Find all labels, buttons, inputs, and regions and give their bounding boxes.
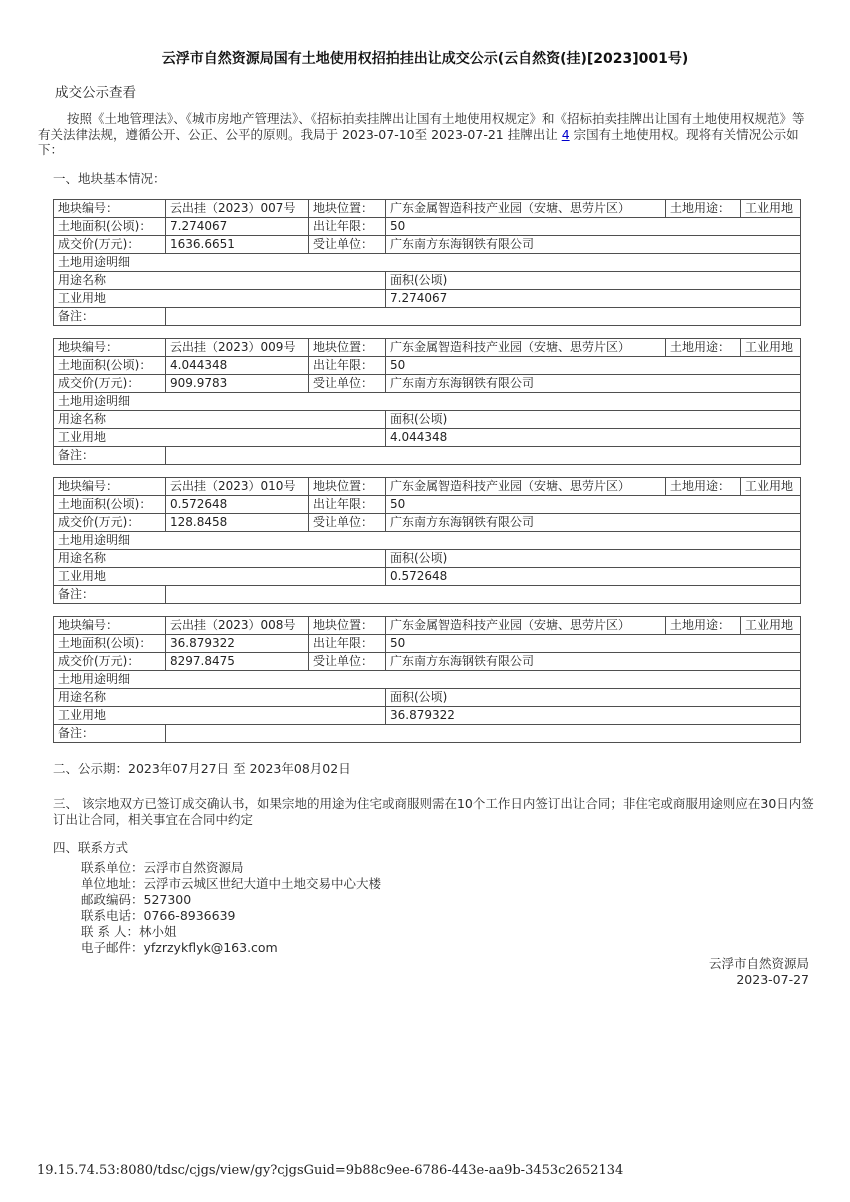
parcel-table-2 bbox=[53, 338, 801, 465]
term-value: 50 bbox=[386, 634, 801, 652]
section2-publicity-period: 二、公示期：2023年07月27日 至 2023年08月02日 bbox=[53, 760, 351, 776]
parcel-no-value: 云出挂（2023）010号 bbox=[166, 477, 309, 495]
contact-unit: 联系单位：云浮市自然资源局 bbox=[81, 859, 244, 875]
deal-price-value: 1636.6651 bbox=[166, 235, 309, 253]
use-area-header: 面积(公顷) bbox=[386, 410, 801, 428]
land-use-value: 工业用地 bbox=[741, 477, 801, 495]
use-name-value: 工业用地 bbox=[54, 428, 386, 446]
use-area-header: 面积(公顷) bbox=[386, 688, 801, 706]
location-label: 地块位置： bbox=[309, 338, 386, 356]
term-value: 50 bbox=[386, 356, 801, 374]
use-detail-header: 土地用途明细 bbox=[54, 253, 801, 271]
section1-heading: 一、地块基本情况： bbox=[53, 170, 166, 186]
land-area-value: 0.572648 bbox=[166, 495, 309, 513]
parcel-no-value: 云出挂（2023）007号 bbox=[166, 199, 309, 217]
term-value: 50 bbox=[386, 495, 801, 513]
deal-price-label: 成交价(万元)： bbox=[54, 374, 166, 392]
remark-label: 备注： bbox=[54, 307, 166, 325]
remark-label: 备注： bbox=[54, 446, 166, 464]
transferee-value: 广东南方东海钢铁有限公司 bbox=[386, 513, 801, 531]
land-use-value: 工业用地 bbox=[741, 338, 801, 356]
deal-price-value: 8297.8475 bbox=[166, 652, 309, 670]
parcel-table-4 bbox=[53, 616, 801, 743]
use-name-header: 用途名称 bbox=[54, 549, 386, 567]
use-detail-header: 土地用途明细 bbox=[54, 392, 801, 410]
land-use-label: 土地用途： bbox=[666, 616, 741, 634]
deal-price-value: 128.8458 bbox=[166, 513, 309, 531]
parcel-no-label: 地块编号： bbox=[54, 199, 166, 217]
intro-text-after: 宗国有土地使用权。现将有关情况公示如下： bbox=[38, 126, 799, 157]
deal-price-value: 909.9783 bbox=[166, 374, 309, 392]
use-area-value: 0.572648 bbox=[386, 567, 801, 585]
transferee-value: 广东南方东海钢铁有限公司 bbox=[386, 235, 801, 253]
land-area-label: 土地面积(公顷)： bbox=[54, 495, 166, 513]
land-area-value: 36.879322 bbox=[166, 634, 309, 652]
use-detail-header: 土地用途明细 bbox=[54, 531, 801, 549]
use-name-value: 工业用地 bbox=[54, 706, 386, 724]
subtitle-view-label: 成交公示查看 bbox=[55, 85, 136, 101]
deal-price-label: 成交价(万元)： bbox=[54, 652, 166, 670]
land-use-label: 土地用途： bbox=[666, 199, 741, 217]
land-use-label: 土地用途： bbox=[666, 477, 741, 495]
location-label: 地块位置： bbox=[309, 616, 386, 634]
use-area-value: 4.044348 bbox=[386, 428, 801, 446]
contact-phone: 联系电话：0766-8936639 bbox=[81, 907, 236, 923]
page-title: 云浮市自然资源局国有土地使用权招拍挂出让成交公示(云自然资(挂)[2023]001号) bbox=[161, 51, 689, 67]
use-detail-header: 土地用途明细 bbox=[54, 670, 801, 688]
use-name-header: 用途名称 bbox=[54, 410, 386, 428]
transferee-label: 受让单位： bbox=[309, 513, 386, 531]
signature-date: 2023-07-27 bbox=[736, 972, 809, 987]
contact-postcode: 邮政编码：527300 bbox=[81, 891, 192, 907]
land-use-label: 土地用途： bbox=[666, 338, 741, 356]
deal-price-label: 成交价(万元)： bbox=[54, 513, 166, 531]
transferee-label: 受让单位： bbox=[309, 374, 386, 392]
remark-value bbox=[166, 724, 801, 742]
transferee-label: 受让单位： bbox=[309, 652, 386, 670]
signature-block bbox=[38, 956, 812, 989]
parcel-no-value: 云出挂（2023）008号 bbox=[166, 616, 309, 634]
parcel-table-1 bbox=[53, 199, 801, 326]
use-area-header: 面积(公顷) bbox=[386, 271, 801, 289]
signature-org: 云浮市自然资源局 bbox=[708, 955, 809, 971]
use-area-value: 7.274067 bbox=[386, 289, 801, 307]
location-value: 广东金属智造科技产业园（安塘、思劳片区） bbox=[386, 338, 666, 356]
remark-value bbox=[166, 307, 801, 325]
deal-price-label: 成交价(万元)： bbox=[54, 235, 166, 253]
parcel-no-label: 地块编号： bbox=[54, 616, 166, 634]
intro-text-before: 按照《土地管理法》、《城市房地产管理法》、《招标拍卖挂牌出让国有土地使用权规定》和《招标拍卖挂牌出让国有土地使用权规范》等有关法律法规，遵循公开、公正、公平的原则。我局于 2023-07-10至 2023-07-21 挂牌出让 bbox=[38, 111, 805, 142]
remark-label: 备注： bbox=[54, 724, 166, 742]
land-area-value: 7.274067 bbox=[166, 217, 309, 235]
use-name-value: 工业用地 bbox=[54, 567, 386, 585]
land-area-label: 土地面积(公顷)： bbox=[54, 356, 166, 374]
use-area-value: 36.879322 bbox=[386, 706, 801, 724]
term-label: 出让年限： bbox=[309, 634, 386, 652]
location-value: 广东金属智造科技产业园（安塘、思劳片区） bbox=[386, 616, 666, 634]
remark-value bbox=[166, 446, 801, 464]
transferee-value: 广东南方东海钢铁有限公司 bbox=[386, 652, 801, 670]
contact-block bbox=[81, 860, 812, 956]
transferee-value: 广东南方东海钢铁有限公司 bbox=[386, 374, 801, 392]
parcel-no-label: 地块编号： bbox=[54, 477, 166, 495]
use-name-header: 用途名称 bbox=[54, 271, 386, 289]
location-value: 广东金属智造科技产业园（安塘、思劳片区） bbox=[386, 477, 666, 495]
use-name-value: 工业用地 bbox=[54, 289, 386, 307]
land-area-value: 4.044348 bbox=[166, 356, 309, 374]
contact-person: 联 系 人：林小姐 bbox=[81, 923, 177, 939]
land-area-label: 土地面积(公顷)： bbox=[54, 217, 166, 235]
remark-value bbox=[166, 585, 801, 603]
transferee-label: 受让单位： bbox=[309, 235, 386, 253]
parcel-no-value: 云出挂（2023）009号 bbox=[166, 338, 309, 356]
term-label: 出让年限： bbox=[309, 495, 386, 513]
land-use-value: 工业用地 bbox=[741, 199, 801, 217]
land-area-label: 土地面积(公顷)： bbox=[54, 634, 166, 652]
use-name-header: 用途名称 bbox=[54, 688, 386, 706]
section3-contract-terms: 三、 该宗地双方已签订成交确认书，如果宗地的用途为住宅或商服则需在10个工作日内签订出让合同；非住宅或商服用途则应在30日内签订出让合同，相关事宜在合同中约定 bbox=[53, 795, 814, 827]
term-value: 50 bbox=[386, 217, 801, 235]
term-label: 出让年限： bbox=[309, 356, 386, 374]
use-area-header: 面积(公顷) bbox=[386, 549, 801, 567]
remark-label: 备注： bbox=[54, 585, 166, 603]
parcel-count-link[interactable]: 4 bbox=[561, 126, 570, 142]
contact-address: 单位地址：云浮市云城区世纪大道中土地交易中心大楼 bbox=[81, 875, 382, 891]
page-footer-url: 19.15.74.53:8080/tdsc/cjgs/view/gy?cjgsGuid=9b88c9ee-6786-443e-aa9b-3453c2652134 bbox=[37, 1163, 624, 1178]
parcel-table-3 bbox=[53, 477, 801, 604]
location-value: 广东金属智造科技产业园（安塘、思劳片区） bbox=[386, 199, 666, 217]
section4-heading: 四、联系方式 bbox=[53, 839, 129, 855]
land-use-value: 工业用地 bbox=[741, 616, 801, 634]
contact-email: 电子邮件：yfzrzykflyk@163.com bbox=[81, 939, 278, 955]
intro-paragraph bbox=[38, 111, 812, 158]
parcel-no-label: 地块编号： bbox=[54, 338, 166, 356]
term-label: 出让年限： bbox=[309, 217, 386, 235]
location-label: 地块位置： bbox=[309, 199, 386, 217]
location-label: 地块位置： bbox=[309, 477, 386, 495]
